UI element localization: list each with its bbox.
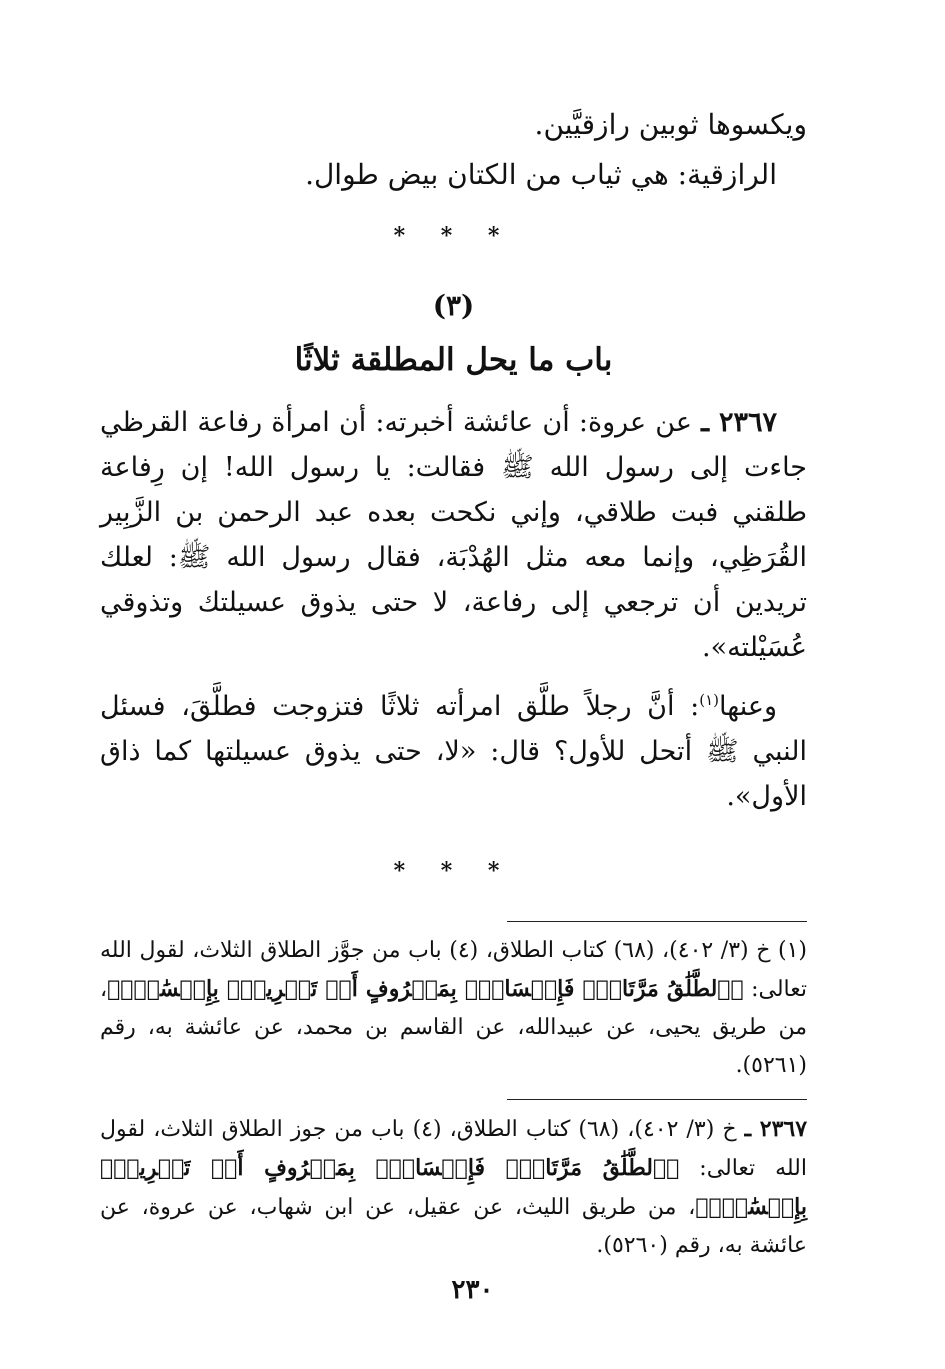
- hadith-main-text: عن عروة: أن عائشة أخبرته: أن امرأة رفاعة القرظي جاءت إلى رسول الله ﷺ فقالت: يا رسول الله! إن رِفاعة طلقني فبت طلاقي، وإني نكحت بعده عبد الرحمن بن الزَّبِير القُرَظِي، وإنما معه مثل الهُدْبَة، فقال رسول الله ﷺ: لعلك تريدين أن ترجعي إلى رفاعة، لا حتى يذوق عسيلتك وتذوقي عُسَيْلته».: [100, 407, 807, 663]
- footnote-2-quran: ﴿ٱلطَّلَٰقُ مَرَّتَانِۖ فَإِمۡسَاكُۢ بِمَعۡرُوفٍ أَوۡ تَسۡرِيحُۢ بِإِحۡسَٰنٖۗ﴾: [100, 1155, 807, 1220]
- footnote-2-marker: ٢٣٦٧ ـ: [744, 1116, 808, 1142]
- footnote-2-after: ، من طريق الليث، عن عقيل، عن ابن شهاب، عن عروة، عن عائشة به، رقم (٥٢٦٠).: [100, 1195, 807, 1258]
- hadith-number: ٢٣٦٧ ـ: [701, 407, 777, 438]
- hadith-second-text: : أنَّ رجلاً طلَّق امرأته ثلاثًا فتزوجت فطلَّقَ، فسئل النبي ﷺ أتحل للأول؟ قال: «لا، حتى يذوق عسيلتها كما ذاق الأول».: [100, 691, 807, 812]
- hadith-main: [100, 400, 807, 670]
- footnote-1-before: خ (٣/ ٤٠٢)، (٦٨) كتاب الطلاق، (٤) باب من جوَّز الطلاق الثلاث، لقول الله تعالى:: [100, 938, 808, 1002]
- intro-line-1: ويكسوها ثوبين رازقيَّين.: [534, 108, 807, 141]
- page-body: [100, 100, 807, 1279]
- hadith-section: [100, 400, 807, 819]
- footnote-2: [100, 1110, 807, 1265]
- intro-line-2: الرازقية: هي ثياب من الكتان بيض طوال.: [305, 158, 777, 191]
- footnote-2-before: خ (٣/ ٤٠٢)، (٦٨) كتاب الطلاق، (٤) باب من جوز الطلاق الثلاث، لقول الله تعالى:: [100, 1117, 807, 1181]
- section-divider-bottom: * * *: [393, 858, 514, 884]
- footnotes: [100, 921, 807, 1265]
- footnote-reference: (١): [699, 691, 720, 709]
- page-number: ٢٣٠: [451, 1275, 494, 1305]
- footnote-1: [100, 932, 807, 1085]
- footnote-1-marker: (١): [778, 938, 808, 963]
- hadith-second: [100, 678, 807, 819]
- section-divider-top: * * *: [393, 223, 514, 249]
- footnote-1-quran: ﴿ٱلطَّلَٰقُ مَرَّتَانِۖ فَإِمۡسَاكُۢ بِمَعۡرُوفٍ أَوۡ تَسۡرِيحُۢ بِإِحۡسَٰنٖۗ﴾: [107, 976, 744, 1002]
- chapter-title: باب ما يحل المطلقة ثلاثًا: [294, 342, 613, 378]
- footnote-1-after: ، من طريق يحيى، عن عبيدالله، عن القاسم بن محمد، عن عائشة به، رقم (٥٢٦١).: [100, 977, 807, 1078]
- hadith-second-lead: وعنها: [719, 691, 777, 722]
- footnote-rule-1: [507, 921, 807, 922]
- chapter-number: (٣): [432, 289, 475, 322]
- footnote-rule-2: [507, 1099, 807, 1100]
